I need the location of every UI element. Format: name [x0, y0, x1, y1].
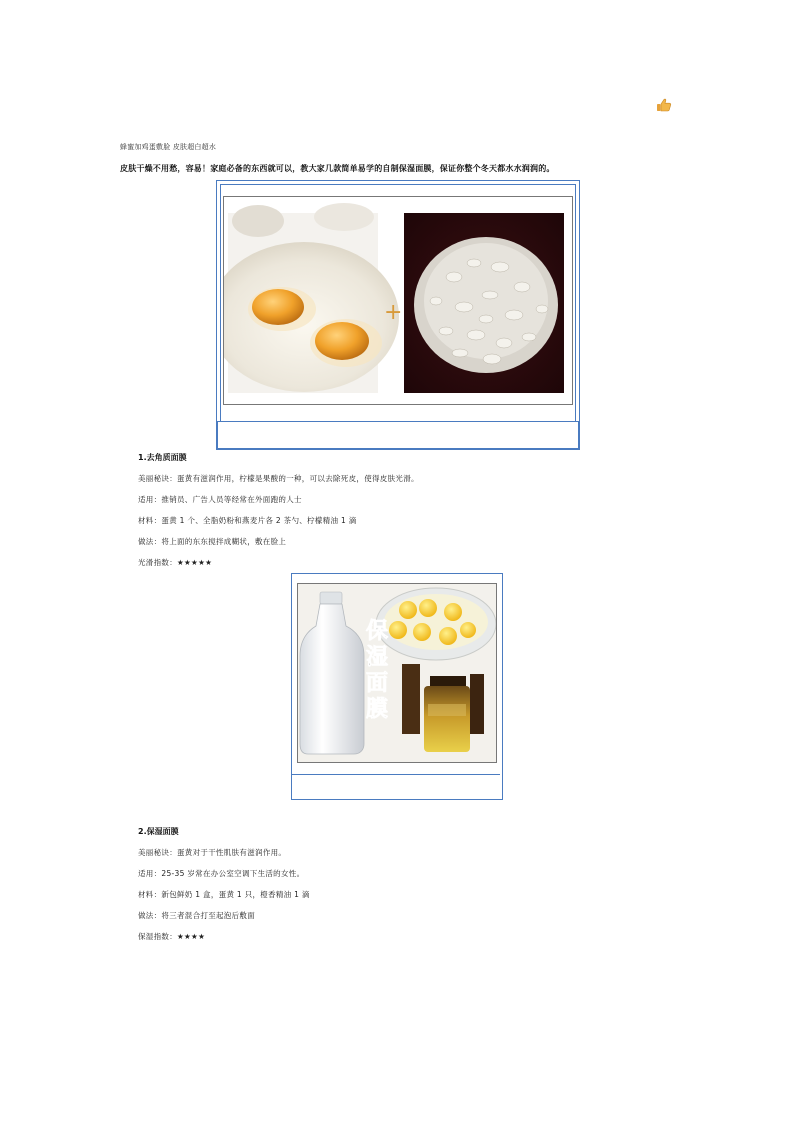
figure-2-frame: [291, 573, 503, 800]
overlay-char: 面: [366, 671, 389, 696]
thumbs-up-icon[interactable]: [656, 97, 672, 113]
overlay-char: 湿: [366, 645, 389, 670]
section-1-line: 适用：推销员、广告人员等经常在外面跑的人士: [138, 495, 302, 504]
figure-1-photo: [223, 196, 573, 405]
section-2-rating: 保湿指数：★★★★: [138, 932, 206, 941]
section-2-line: 做法：将三者混合打至起泡后敷面: [138, 911, 255, 920]
article-subtitle: 蜂蜜加鸡蛋敷脸 皮肤超白超水: [120, 143, 217, 151]
section-1-rating: 光滑指数：★★★★★: [138, 558, 213, 567]
egg-oat-photo: [224, 197, 572, 404]
section-1-line: 材料：蛋黄 1 个、全脂奶粉和燕麦片各 2 茶勺、柠檬精油 1 滴: [138, 516, 357, 525]
figure-2-photo: [297, 583, 497, 763]
figure-1-caption-box: [217, 421, 579, 449]
overlay-char: 保: [366, 619, 389, 644]
figure-2-caption-box: [292, 774, 500, 798]
overlay-char: 膜: [366, 697, 389, 722]
intro-paragraph: 皮肤干燥不用愁，容易！家庭必备的东西就可以，教大家几款简单易学的自制保湿面膜，保证你整个冬天都水水润润的。: [120, 164, 555, 173]
section-2-title: 2.保湿面膜: [138, 827, 179, 836]
section-2-line: 美丽秘诀：蛋黄对于干性肌肤有滋润作用。: [138, 848, 287, 857]
section-1-line: 做法：将上面的东东搅拌成糊状，敷在脸上: [138, 537, 287, 546]
section-2-line: 材料：新包鲜奶 1 盒，蛋黄 1 只，橙香精油 1 滴: [138, 890, 310, 899]
section-1-title: 1.去角质面膜: [138, 453, 187, 462]
section-1-line: 美丽秘诀：蛋黄有滋润作用，柠檬是果酸的一种，可以去除死皮，使得皮肤光滑。: [138, 474, 419, 483]
figure-1-frame: [216, 180, 580, 450]
plus-sign: +: [384, 300, 403, 325]
milk-egg-photo: [298, 584, 496, 762]
section-2-line: 适用：25-35 岁常在办公室空调下生活的女性。: [138, 869, 305, 878]
